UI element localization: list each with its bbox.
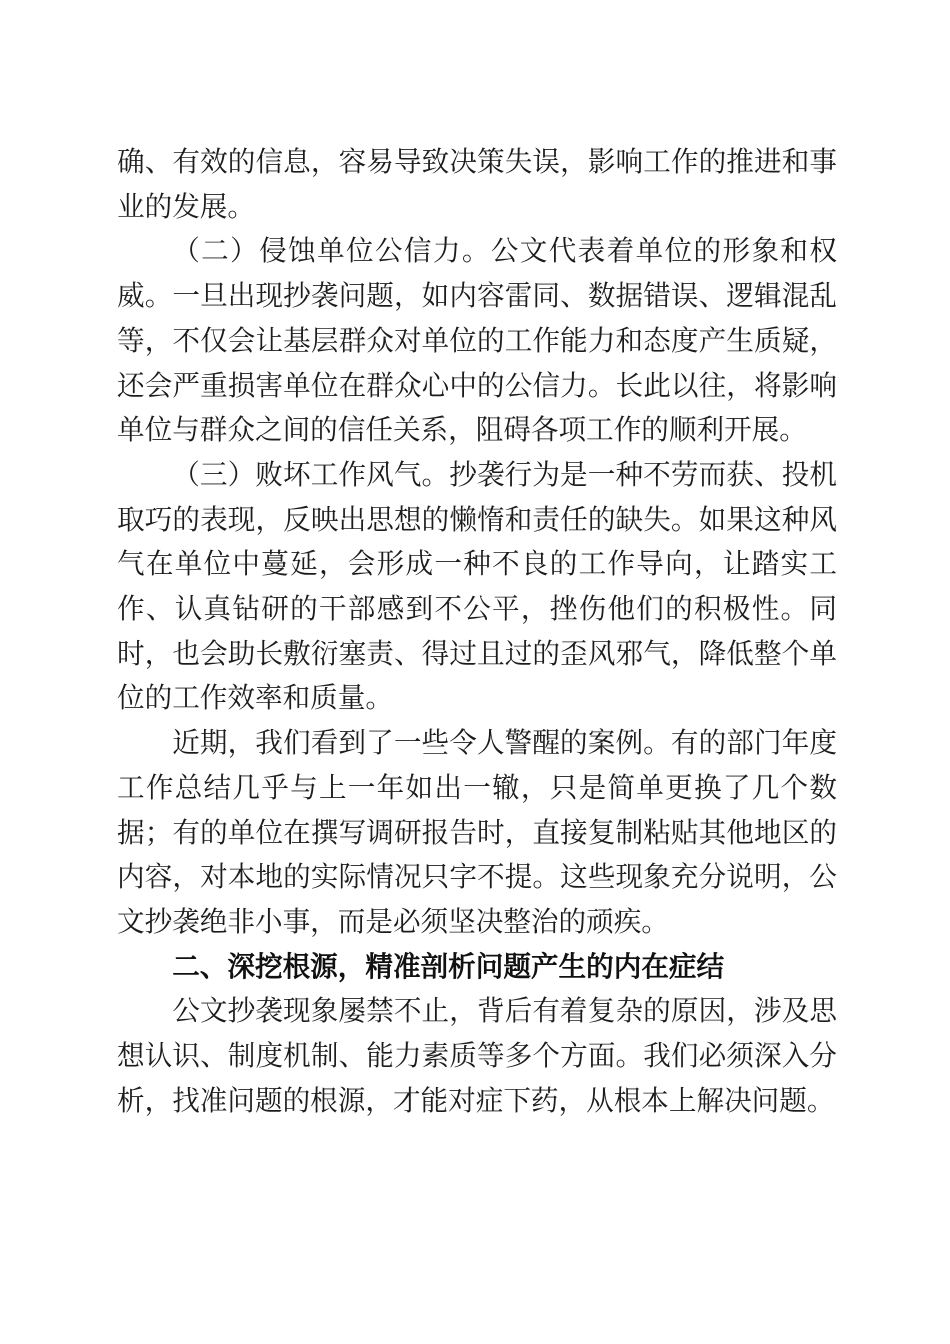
paragraph-harm-work-style: （三）败坏工作风气。抄袭行为是一种不劳而获、投机取巧的表现，反映出思想的懒惰和责任的缺失。如果这种风气在单位中蔓延，会形成一种不良的工作导向，让踏实工作、认真钻研的干部感到不公平，挫伤他们的积极性。同时，也会助长敷衍塞责、得过且过的歪风邪气，降低整个单位的工作效率和质量。 xyxy=(117,458,837,714)
paragraph-recent-cases: 近期，我们看到了一些令人警醒的案例。有的部门年度工作总结几乎与上一年如出一辙，只是简单更换了几个数据；有的单位在撰写调研报告时，直接复制粘贴其他地区的内容，对本地的实际情况只字不提。这些现象充分说明，公文抄袭绝非小事，而是必须坚决整治的顽疾。 xyxy=(117,727,837,937)
paragraph-harm-credibility: （二）侵蚀单位公信力。公文代表着单位的形象和权威。一旦出现抄袭问题，如内容雷同、数据错误、逻辑混乱等，不仅会让基层群众对单位的工作能力和态度产生质疑，还会严重损害单位在群众心中的公信力。长此以往，将影响单位与群众之间的信任关系，阻碍各项工作的顺利开展。 xyxy=(117,235,837,446)
section-heading-2: 二、深挖根源，精准剖析问题产生的内在症结 xyxy=(172,950,725,982)
paragraph-continuation: 确、有效的信息，容易导致决策失误，影响工作的推进和事业的发展。 xyxy=(117,146,837,222)
paragraph-root-causes: 公文抄袭现象屡禁不止，背后有着复杂的原因，涉及思想认识、制度机制、能力素质等多个方面。我们必须深入分析，找准问题的根源，才能对症下药，从根本上解决问题。 xyxy=(117,995,837,1116)
document-content xyxy=(117,140,837,1123)
